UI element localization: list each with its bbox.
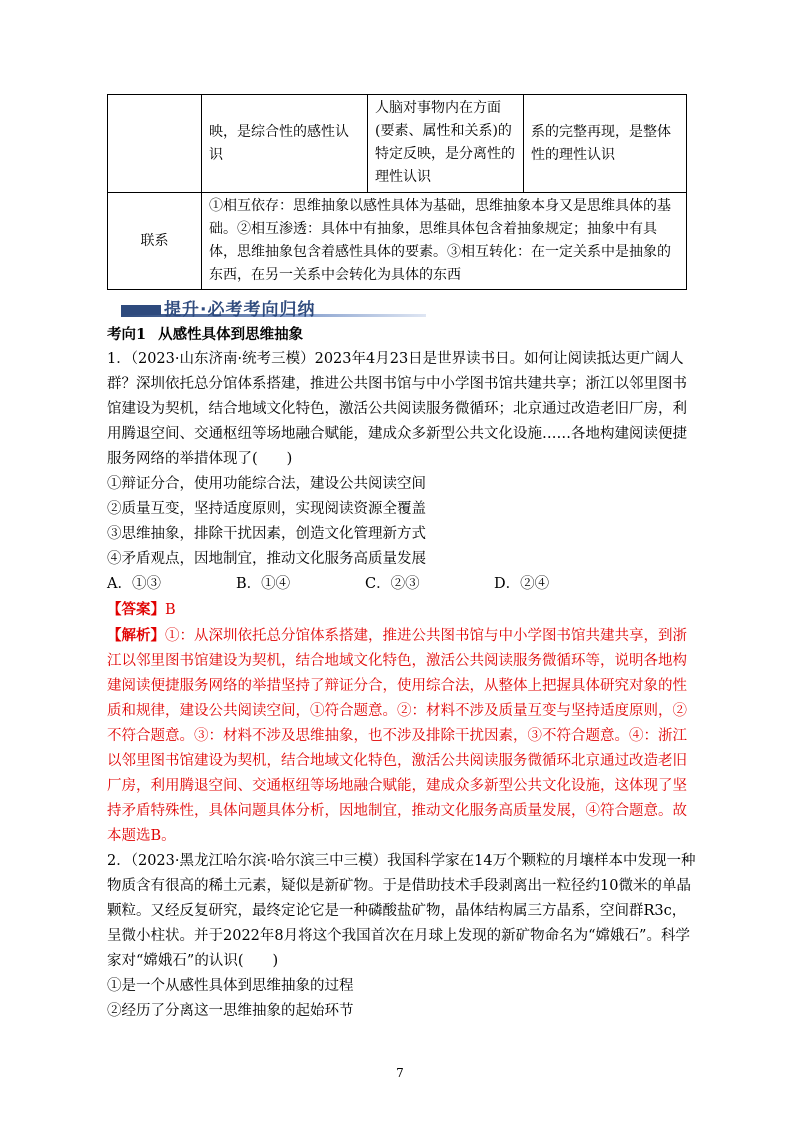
answer-value: B (165, 602, 176, 618)
option-d: D．②④ (494, 576, 550, 592)
question-2-stem: 2．（2023·黑龙江哈尔滨·哈尔滨三中三模）我国科学家在14万个颗粒的月壤样本中发现一种物质含有很高的稀土元素，疑似是新矿物。于是借助技术手段剥离出一粒径约10微米的单晶颗粒。又经反复研究，最终定论它是一种磷酸盐矿物，晶体结构属三方晶系，空间群R3c，呈微小柱状。并于2022年8月将这个我国首次在月球上发现的新矿物命名为“嫦娥石”。科学家对“嫦娥石”的认识( ) (107, 853, 696, 969)
table-cell-concrete: 系的完整再现，是整体性的理性认识 (524, 95, 687, 193)
analysis-block (107, 623, 697, 849)
section-heading (107, 322, 697, 347)
table-row (108, 95, 687, 193)
question-1-item: ④矛盾观点，因地制宜，推动文化服务高质量发展 (107, 551, 426, 567)
document-body (107, 322, 697, 1024)
question-1-stem: 1．（2023·山东济南·统考三模）2023年4月23日是世界读书日。如何让阅读抵达更广阔人群？深圳依托总分馆体系搭建，推进公共图书馆与中小学图书馆共建共享；浙江以邻里图书馆建设为契机，结合地域文化特色，激活公共阅读服务微循环；北京通过改造老旧厂房，利用腾退空间、交通枢纽等场地融合赋能，建成众多新型公共文化设施……各地构建阅读便捷服务网络的举措体现了( ) (107, 351, 687, 467)
question-1-item: ②质量互变，坚持适度原则，实现阅读资源全覆盖 (107, 501, 426, 517)
banner-marker (121, 305, 161, 315)
question-1-options (107, 572, 697, 597)
question-1-item: ③思维抽象，排除干扰因素，创造文化管理新方式 (107, 526, 426, 542)
analysis-text: ①：从深圳依托总分馆体系搭建，推进公共图书馆与中小学图书馆共建共享，到浙江以邻里图书馆建设为契机，结合地域文化特色，激活公共阅读服务微循环等，说明各地构建阅读便捷服务网络的举措坚持了辩证分合，使用综合法，从整体上把握具体研究对象的性质和规律，建设公共阅读空间，①符合题意。②：材料不涉及质量互变与坚持适度原则，②不符合题意。③：材料不涉及思维抽象，也不涉及排除干扰因素，③不符合题意。④：浙江以邻里图书馆建设为契机，结合地域文化特色，激活公共阅读服务微循环北京通过改造老旧厂房，利用腾退空间、交通枢纽等场地融合赋能，建成众多新型公共文化设施，这体现了坚持矛盾特殊性，具体问题具体分析，因地制宜，推动文化服务高质量发展，④符合题意。故本题选B。 (107, 628, 687, 844)
question-2-item: ②经历了分离这一思维抽象的起始环节 (107, 1003, 354, 1019)
option-c: C．②③ (365, 576, 420, 592)
question-2-item: ①是一个从感性具体到思维抽象的过程 (107, 978, 354, 994)
answer-line (107, 597, 697, 623)
section-number: 考向1 (107, 326, 147, 343)
relation-text: ①相互依存：思维抽象以感性具体为基础，思维抽象本身又是思维具体的基础。②相互渗透：具体中有抽象，思维具体包含着抽象规定；抽象中有具体，思维抽象包含着感性具体的要素。③相互转化：在一定关系中是抽象的东西，在另一关系中会转化为具体的东西 (209, 198, 671, 283)
option-a: A．①③ (107, 576, 161, 592)
analysis-tag: 【解析】 (107, 627, 165, 644)
page-number: 7 (396, 1066, 404, 1080)
comparison-table (107, 94, 687, 290)
section-title: 从感性具体到思维抽象 (158, 326, 304, 343)
table-cell-relation (202, 193, 687, 290)
table-cell-sensory: 映，是综合性的感性认识 (202, 95, 368, 193)
table-row (108, 193, 687, 290)
answer-tag: 【答案】 (107, 601, 165, 618)
section-banner (117, 295, 429, 321)
question-1-item: ①辩证分合，使用功能综合法，建设公共阅读空间 (107, 476, 426, 492)
table-cell-label (108, 95, 202, 193)
banner-label: 提升·必考考向归纳 (164, 300, 316, 320)
table-cell-abstract: 人脑对事物内在方面(要素、属性和关系)的特定反映，是分离性的理性认识 (368, 95, 524, 193)
option-b: B．①④ (236, 576, 291, 592)
table-cell-label: 联系 (108, 193, 202, 290)
